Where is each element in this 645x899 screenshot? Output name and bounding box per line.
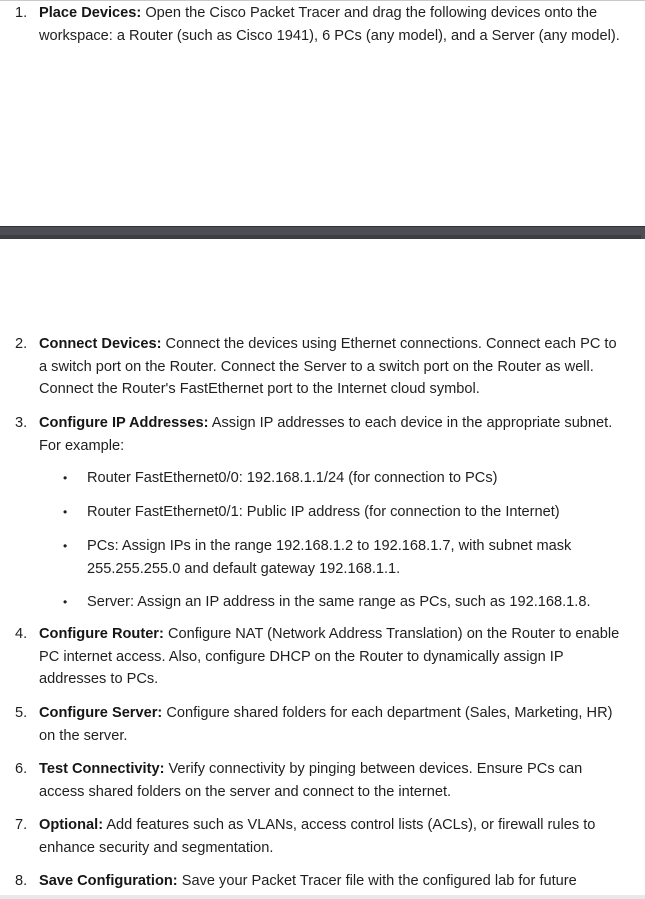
step-number: 6. [15, 761, 28, 777]
step-text: Verify connectivity by pinging between devices. Ensure PCs can access shared folders on the server and connect to the internet. [39, 761, 583, 800]
step-body: Configure IP Addresses: Assign IP addresses to each device in the appropriate subnet. For example: [39, 415, 613, 454]
step-title: Save Configuration [39, 873, 173, 889]
step-number: 7. [15, 817, 28, 833]
step-title: Configure Server [39, 705, 158, 721]
step-body: Configure Router: Configure NAT (Network Address Translation) on the Router to enable PC internet access. Also, configure DHCP on the Router to dynamically assign IP addresses to PCs. [39, 626, 620, 687]
step-number: 4. [15, 626, 28, 642]
step-number: 2. [15, 336, 28, 352]
bullet-icon: • [63, 505, 68, 519]
step-number: 1. [15, 5, 28, 21]
step-body: Configure Server: Configure shared folders for each department (Sales, Marketing, HR) on the server. [39, 705, 613, 744]
page-break [0, 226, 645, 239]
step-title: Optional [39, 817, 99, 833]
bullet-text: Router FastEthernet0/0: 192.168.1.1/24 (for connection to PCs) [87, 470, 498, 486]
step-number: 5. [15, 705, 28, 721]
step-body: Save Configuration: Save your Packet Tracer file with the configured lab for future [39, 873, 577, 889]
bullet-text: Server: Assign an IP address in the same range as PCs, such as 192.168.1.8. [87, 594, 591, 610]
step-body: Place Devices: Open the Cisco Packet Tracer and drag the following devices onto the workspace: a Router (such as Cisco 1941), 6 PCs (any model), and a Server (any model). [39, 5, 620, 44]
step-text: Assign IP addresses to each device in the appropriate subnet. For example: [39, 415, 613, 454]
bullet-icon: • [63, 595, 68, 609]
step-body: Optional: Add features such as VLANs, access control lists (ACLs), or firewall rules to enhance security and segmentation. [39, 817, 596, 856]
bullet-text: PCs: Assign IPs in the range 192.168.1.2 to 192.168.1.7, with subnet mask 255.255.255.0 and default gateway 192.168.1.1. [87, 538, 572, 577]
step-title: Connect Devices [39, 336, 157, 352]
step-text: Configure shared folders for each department (Sales, Marketing, HR) on the server. [39, 705, 613, 744]
step-text: Connect the devices using Ethernet connections. Connect each PC to a switch port on the Router. Connect the Server to a switch port on the Router as well. Connect the Router's FastEthernet port to the Internet cloud symbol. [39, 336, 617, 397]
step-body: Connect Devices: Connect the devices using Ethernet connections. Connect each PC to a switch port on the Router. Connect the Server to a switch port on the Router as well. Connect the Router's FastEthernet port to the Internet cloud symbol. [39, 336, 617, 397]
step-number: 3. [15, 415, 28, 431]
step-text: Configure NAT (Network Address Translation) on the Router to enable PC internet access. Also, configure DHCP on the Router to dynamically assign IP addresses to PCs. [39, 626, 620, 687]
bullet-icon: • [63, 471, 68, 485]
step-text: Open the Cisco Packet Tracer and drag the following devices onto the workspace: a Router (such as Cisco 1941), 6 PCs (any model), and a Server (any model). [39, 5, 620, 44]
viewport-bottom-edge [0, 895, 645, 899]
bullet-text: Router FastEthernet0/1: Public IP address (for connection to the Internet) [87, 504, 560, 520]
step-number: 8. [15, 873, 28, 889]
step-body: Test Connectivity: Verify connectivity by pinging between devices. Ensure PCs can access shared folders on the server and connect to the internet. [39, 761, 583, 800]
bullet-icon: • [63, 539, 68, 553]
step-title: Place Devices [39, 5, 137, 21]
step-title: Configure IP Addresses [39, 415, 204, 431]
step-title: Test Connectivity [39, 761, 160, 777]
step-title: Configure Router [39, 626, 159, 642]
step-text: Add features such as VLANs, access control lists (ACLs), or firewall rules to enhance security and segmentation. [39, 817, 596, 856]
step-text: Save your Packet Tracer file with the configured lab for future [181, 873, 577, 889]
